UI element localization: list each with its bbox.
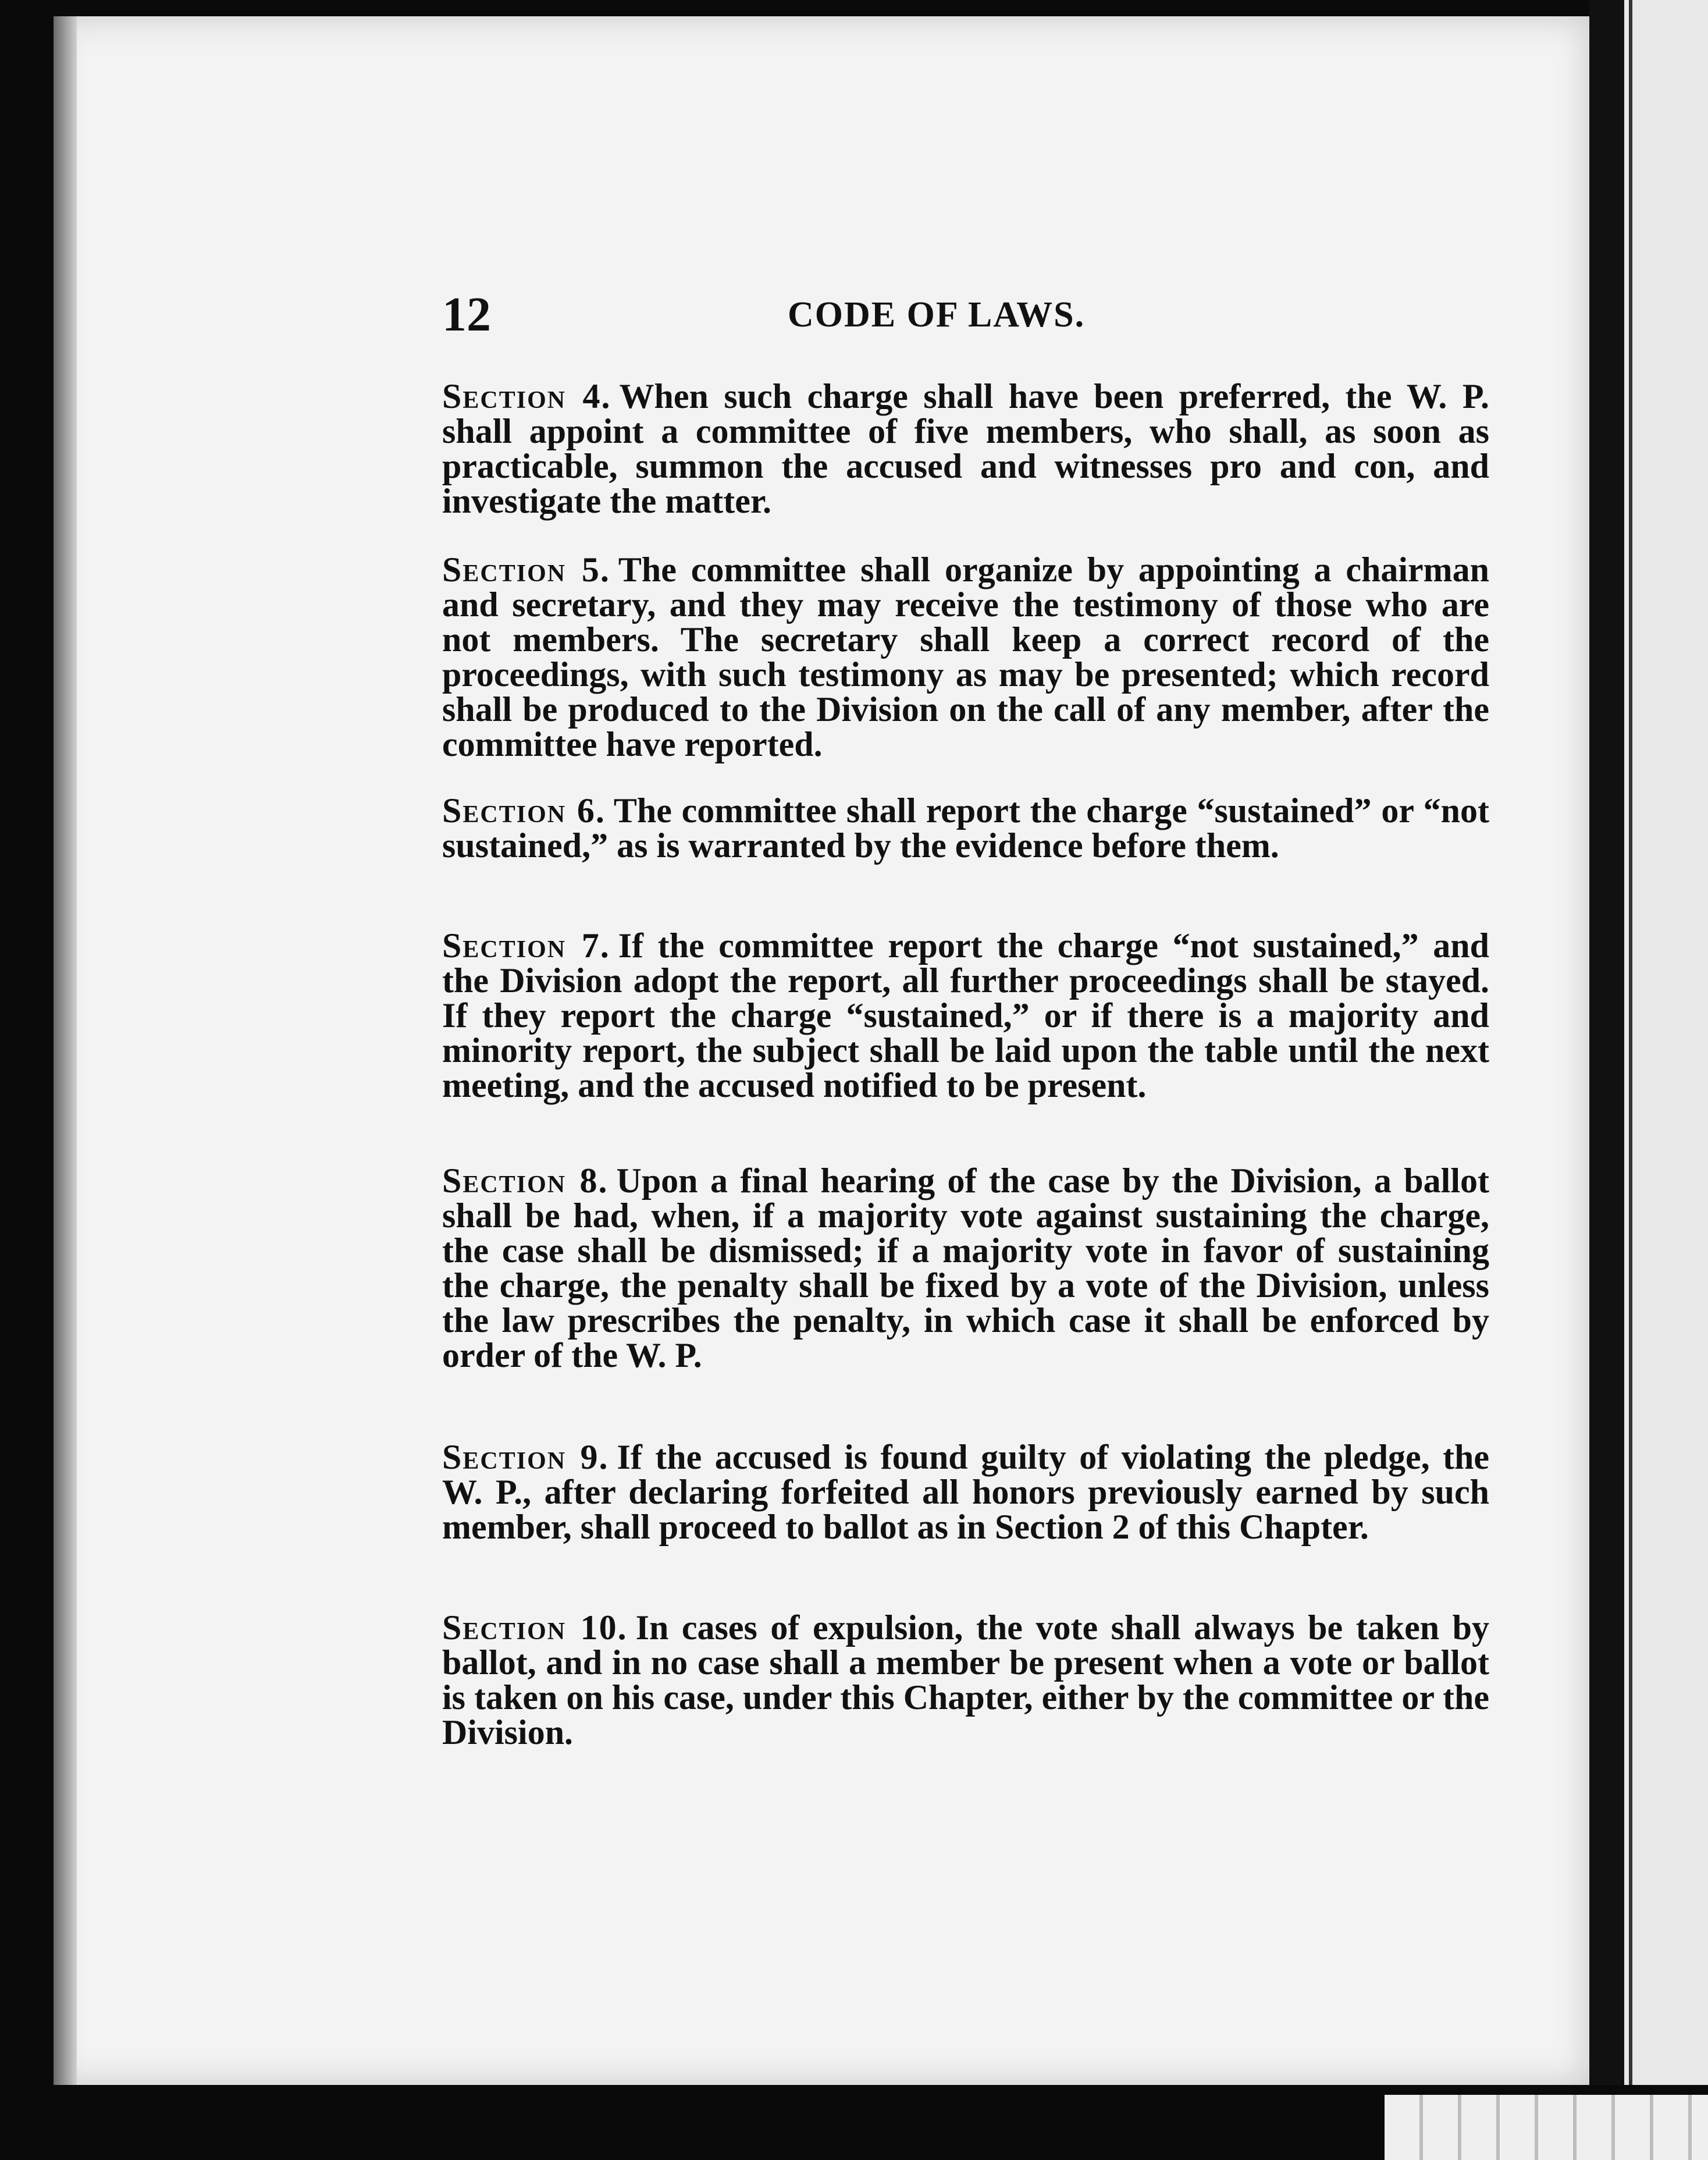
section-7 [442,928,1489,1103]
spine-gutter [1589,0,1624,2160]
section-6 [442,793,1489,863]
page-stack-edges [1385,2095,1708,2160]
section-text: In cases of expulsion, the vote shall always be taken by ballot, and in no case shall a member be present when a vote or ballot is taken on his case, under this Chapter, either by the committee or the Division. [442,1608,1490,1752]
running-title: CODE OF LAWS. [788,295,1086,335]
page-number: 12 [442,287,491,342]
section-label: Section 9. [442,1438,609,1476]
book-page [54,16,1589,2085]
section-label: Section 8. [442,1161,609,1200]
section-label: Section 5. [442,550,610,589]
section-9 [442,1440,1489,1544]
section-text: The committee shall report the charge “sustained” or “not sustained,” as is warranted by the evidence before them. [442,791,1490,865]
section-text: If the accused is found guilty of violating the pledge, the W. P., after declaring forfeited all honors previously earned by such member, shall proceed to ballot as in Section 2 of this Chapter. [442,1438,1489,1546]
section-label: Section 7. [442,926,610,965]
section-text: If the committee report the charge “not sustained,” and the Division adopt the report, all further proceedings shall be stayed. If they report the charge “sustained,” or if there is a majority and minority report, the subject shall be laid upon the table until the next meeting, and the accused notified to be present. [442,926,1490,1104]
section-10 [442,1610,1489,1750]
section-label: Section 10. [442,1608,628,1647]
section-text: Upon a final hearing of the case by the Division, a ballot shall be had, when, if a majority vote against sustaining the charge, the case shall be dismissed; if a majority vote in favor of sustaining the charge, the penalty shall be fixed by a vote of the Division, unless the law prescribes the penalty, in which case it shall be enforced by order of the W. P. [442,1161,1489,1374]
running-header [442,286,1152,344]
page-content [54,16,1589,2085]
facing-page-border [1629,0,1632,2160]
facing-page-edge [1624,0,1708,2160]
section-4 [442,379,1489,518]
section-5 [442,552,1489,762]
section-label: Section 6. [442,791,606,830]
section-label: Section 4. [442,377,611,415]
section-8 [442,1163,1489,1373]
page-left-edge-shadow [54,16,77,2085]
section-text: When such charge shall have been preferred, the W. P. shall appoint a committee of five members, who shall, as soon as practicable, summon the accused and witnesses pro and con, and investigate the matter. [442,377,1489,520]
section-text: The committee shall organize by appointing a chairman and secretary, and they may receive the testimony of those who are not members. The secretary shall keep a correct record of the proceedings, with such testimony as may be presented; which record shall be produced to the Division on the call of any member, after the committee have reported. [442,550,1489,763]
